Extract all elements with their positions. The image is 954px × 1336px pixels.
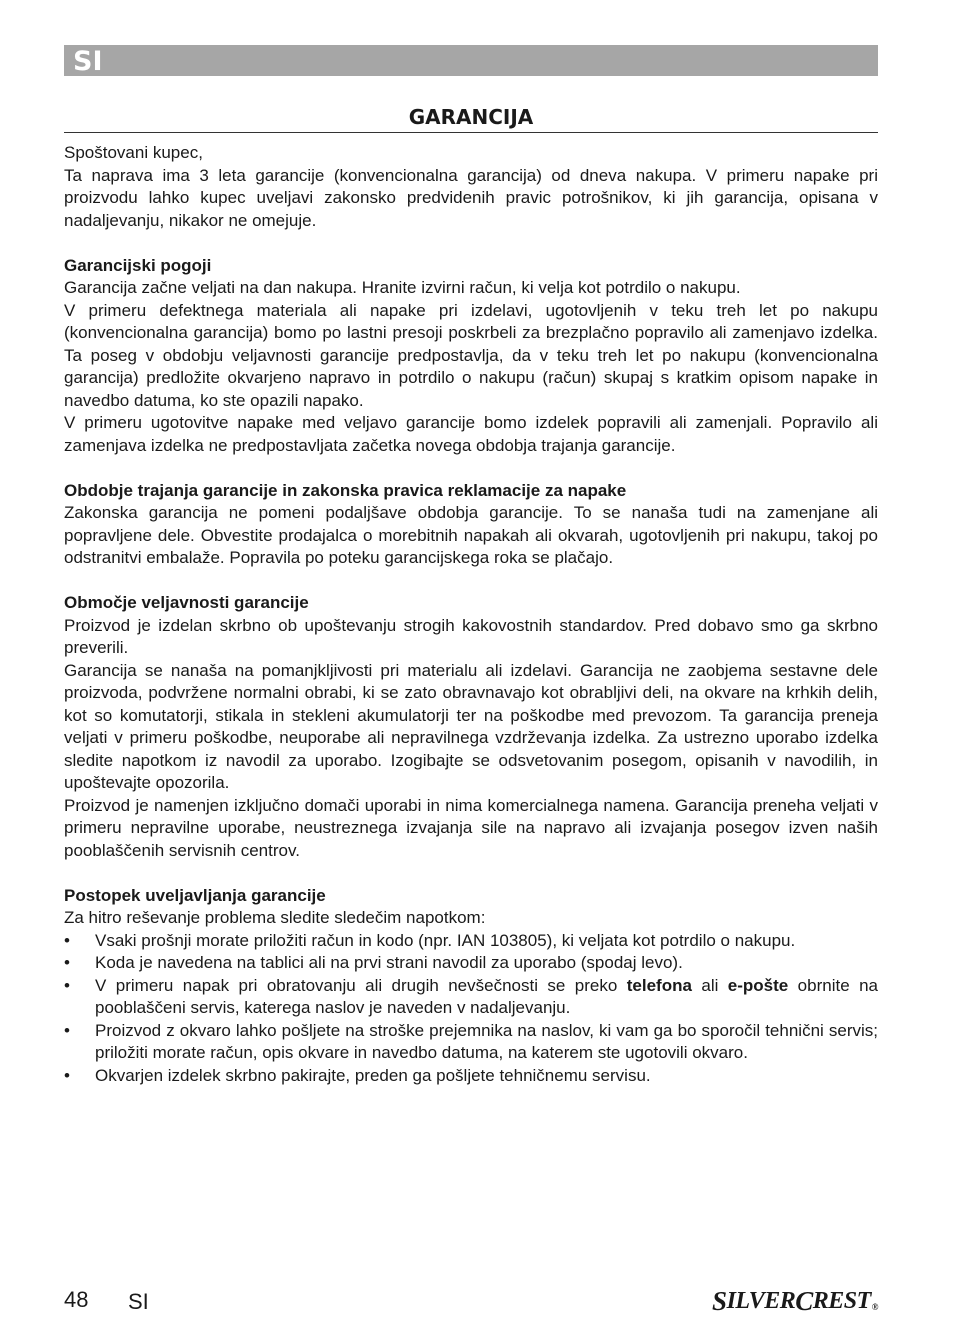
phone-emphasis: telefona [626,975,692,995]
section-paragraph: V primeru defektnega materiala ali napake pri izdelavi, ugotovljenih v teku treh let po nakupu (konvencionalna garancija) bomo po lastni presoji poskrbeli za brezplačno popravilo ali zamenjavo izdelka. Ta poseg v obdobju veljavnosti garancije predpostavlja, da v teku treh let po nakupu (konvencionalna garancija) predložite okvarjeno napravo in potrdilo o nakupu (račun) skupaj s kratkim opisom napake in navedbo datuma, ko ste opazili napako. [64,300,878,410]
bullet-icon: • [64,975,70,995]
list-item: • Proizvod z okvaro lahko pošljete na stroške prejemnika na naslov, ki vam ga bo sporočil tehnični servis; priložiti morate račun, opis okvare in navedbo datuma, na katerem ste ugotovili okvaro. [64,1020,878,1062]
title-divider [64,132,878,133]
silvercrest-logo: S ILVER C REST ® [712,1286,878,1316]
section-paragraph: Garancija začne veljati na dan nakupa. Hranite izvirni račun, ki velja kot potrdilo o nakupu. [64,278,741,297]
list-item: • V primeru napak pri obratovanju ali drugih nevšečnosti se preko telefona ali e-pošte obrnite na pooblaščeni servis, katerega naslov je naveden v nadaljevanju. [64,975,878,1017]
section-heading: Obdobje trajanja garancije in zakonska pravica reklamacije za napake [64,480,627,500]
language-bar [64,45,878,76]
section-paragraph: Garancija se nanaša na pomanjkljivosti pri materialu ali izdelavi. Garancija ne zaobjema sestavne dele proizvoda, podvržene normalni obrabi, ki se zato obravnavajo kot obrabljivi deli, na okvare na krhkih delih, kot so komutatorji, stikala in stekleni akumulatorji ter na poškodbe med prevozom. Ta garancija preneja veljati v primeru poškodbe, neuporabe ali nepravilnega vzdrževanja izdelka. Za ustrezno uporabo izdelka sledite napotkom iz navodil za uporabo. Izogibajte se odsvetovanim posegom, opisanih v navodilih, in upoštevajte opozorila. [64,660,878,792]
section-paragraph: Proizvod je namenjen izključno domači uporabi in nima komercialnega namena. Garancija preneha veljati v primeru nepravilne uporabe, neustreznega izvajanja sile na napravo ali izvajanja posegov izven naših pooblaščenih servisnih centrov. [64,795,878,860]
list-item: • Koda je navedena na tablici ali na prvi strani navodil za uporabo (spodaj levo). [64,952,878,975]
email-emphasis: e-pošte [727,975,789,995]
section-paragraph: Zakonska garancija ne pomeni podaljšave obdobja garancije. To se nanaša tudi na zamenjane ali popravljene dele. Obvestite prodajalca o morebitnih napakah ali okvarah, ugotovljenih pri nakupu, takoj po odstranitvi embalaže. Popravila po poteku garancijskega roka se plačajo. [64,503,878,567]
language-code: SI [73,46,103,77]
list-item: • Vsaki prošnji morate priložiti račun in kodo (npr. IAN 103805), ki veljata kot potrdilo o nakupu. [64,930,878,953]
salutation: Spoštovani kupec, [64,143,203,162]
bullet-icon: • [64,1020,70,1040]
section-heading: Postopek uveljavljanja garancije [64,885,326,905]
procedure-intro: Za hitro reševanje problema sledite sledečim napotkom: [64,908,486,927]
list-item: • Okvarjen izdelek skrbno pakirajte, preden ga pošljete tehničnemu servisu. [64,1065,878,1088]
page-number: 48 [64,1287,89,1312]
footer-language: SI [128,1289,149,1314]
section-paragraph: Proizvod je izdelan skrbno ob upoštevanju strogih kakovostnih standardov. Pred dobavo smo ga skrbno preverili. [64,615,878,657]
procedure-list [64,930,878,1088]
page-title: GARANCIJA [408,105,534,129]
bullet-icon: • [64,953,70,972]
intro-paragraph: Ta naprava ima 3 leta garancije (konvencionalna garancija) od dneva nakupa. V primeru napake pri proizvodu lahko kupec uveljavi zakonsko predvidenih pravic potrošnikov, ki jih garancija, opisana v nadaljevanju, nikakor ne omejuje. [64,165,878,230]
section-heading: Garancijski pogoji [64,255,212,275]
section-heading: Območje veljavnosti garancije [64,593,309,612]
document-body [64,142,878,1087]
bullet-icon: • [64,930,70,950]
bullet-icon: • [64,1065,70,1085]
section-paragraph: V primeru ugotovitve napake med veljavo garancije bomo izdelek popravili ali zamenjali. Popravilo ali zamenjava izdelka ne predpostavljata začetka novega obdobja trajanja garancije. [64,413,878,455]
